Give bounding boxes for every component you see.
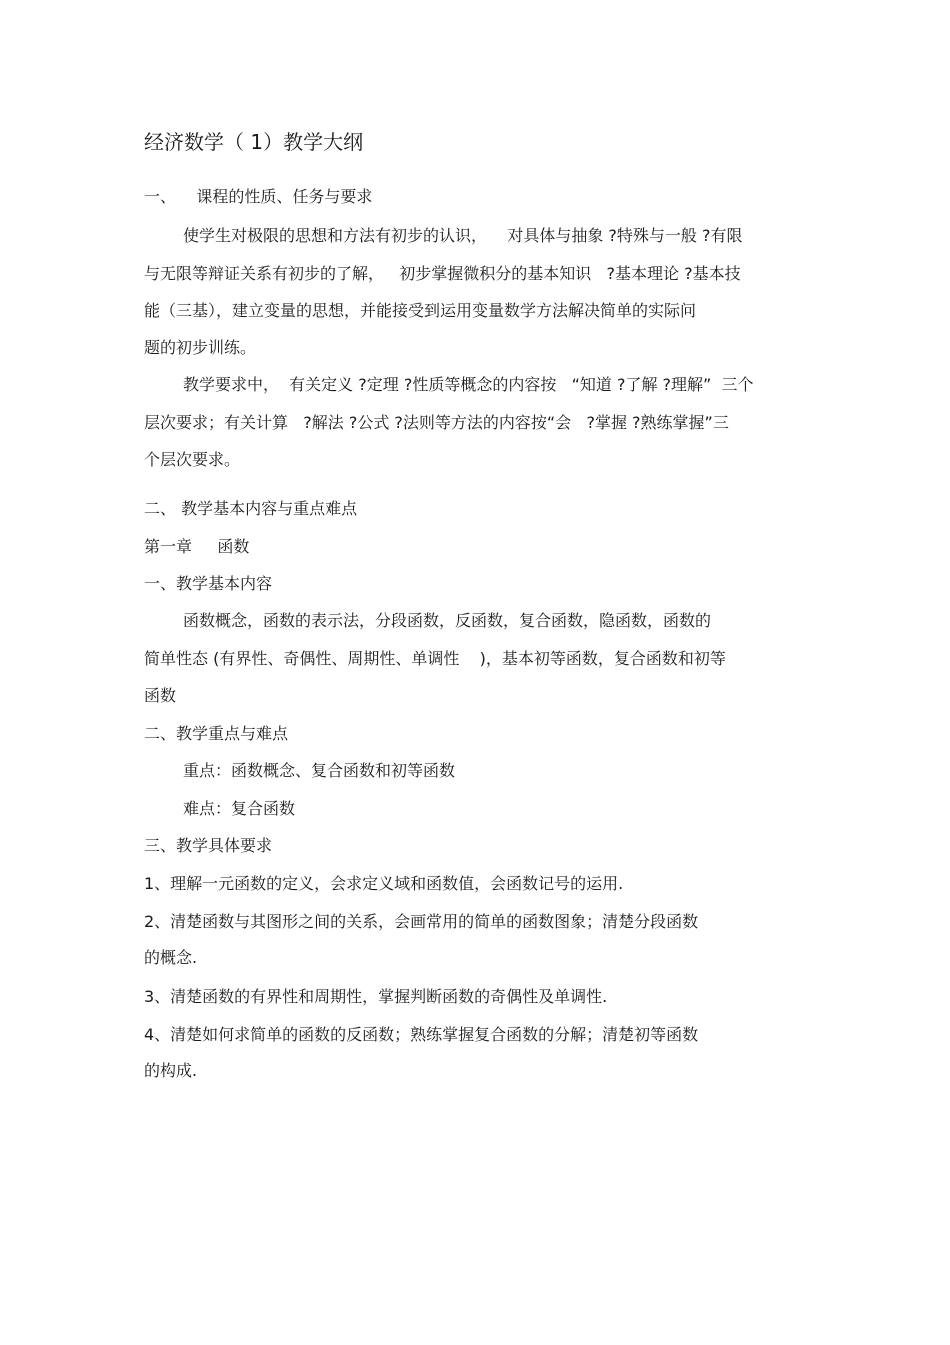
requirement-item-4-line-1: 4、清楚如何求简单的函数的反函数；熟练掌握复合函数的分解；清楚初等函数 <box>144 1025 699 1044</box>
requirement-item-1: 1、理解一元函数的定义，会求定义域和函数值，会函数记号的运用. <box>144 874 624 893</box>
section-2-heading: 二、 教学基本内容与重点难点 <box>144 499 358 518</box>
paragraph-1-line-2: 与无限等辩证关系有初步的了解， 初步掌握微积分的基本知识 ?基本理论 ?基本技 <box>144 264 741 283</box>
paragraph-2-line-2: 层次要求；有关计算 ?解法 ?公式 ?法则等方法的内容按“会 ?掌握 ?熟练掌握”三 <box>144 413 729 432</box>
requirement-item-4-line-2: 的构成. <box>144 1061 198 1080</box>
difficulty-line: 难点：复合函数 <box>183 799 296 818</box>
paragraph-1-line-3: 能（三基），建立变量的思想，并能接受到运用变量数学方法解决简单的实际问 <box>144 301 697 320</box>
paragraph-2-line-1: 教学要求中， 有关定义 ?定理 ?性质等概念的内容按 “知道 ?了解 ?理解” 三个 <box>183 375 754 394</box>
document-title: 经济数学（ 1）教学大纲 <box>144 130 364 154</box>
paragraph-3-line-3: 函数 <box>144 686 177 705</box>
subsection-focus-heading: 二、教学重点与难点 <box>144 724 289 743</box>
section-1-heading: 一、 课程的性质、任务与要求 <box>144 187 373 206</box>
key-point-line: 重点：函数概念、复合函数和初等函数 <box>183 761 456 780</box>
requirement-item-3: 3、清楚函数的有界性和周期性，掌握判断函数的奇偶性及单调性. <box>144 987 608 1006</box>
paragraph-3-line-2: 简单性态 (有界性、奇偶性、周期性、单调性 )，基本初等函数，复合函数和初等 <box>144 649 726 668</box>
requirement-item-2-line-2: 的概念. <box>144 948 198 967</box>
paragraph-2-line-3: 个层次要求。 <box>144 450 241 469</box>
chapter-heading: 第一章 函数 <box>144 537 250 556</box>
paragraph-1-line-1: 使学生对极限的思想和方法有初步的认识， 对具体与抽象 ?特殊与一般 ?有限 <box>183 226 743 245</box>
subsection-requirements-heading: 三、教学具体要求 <box>144 836 273 855</box>
requirement-item-2-line-1: 2、清楚函数与其图形之间的关系，会画常用的简单的函数图象；清楚分段函数 <box>144 912 699 931</box>
subsection-content-heading: 一、教学基本内容 <box>144 574 273 593</box>
paragraph-1-line-4: 题的初步训练。 <box>144 338 257 357</box>
paragraph-3-line-1: 函数概念，函数的表示法，分段函数，反函数，复合函数，隐函数，函数的 <box>183 611 712 630</box>
